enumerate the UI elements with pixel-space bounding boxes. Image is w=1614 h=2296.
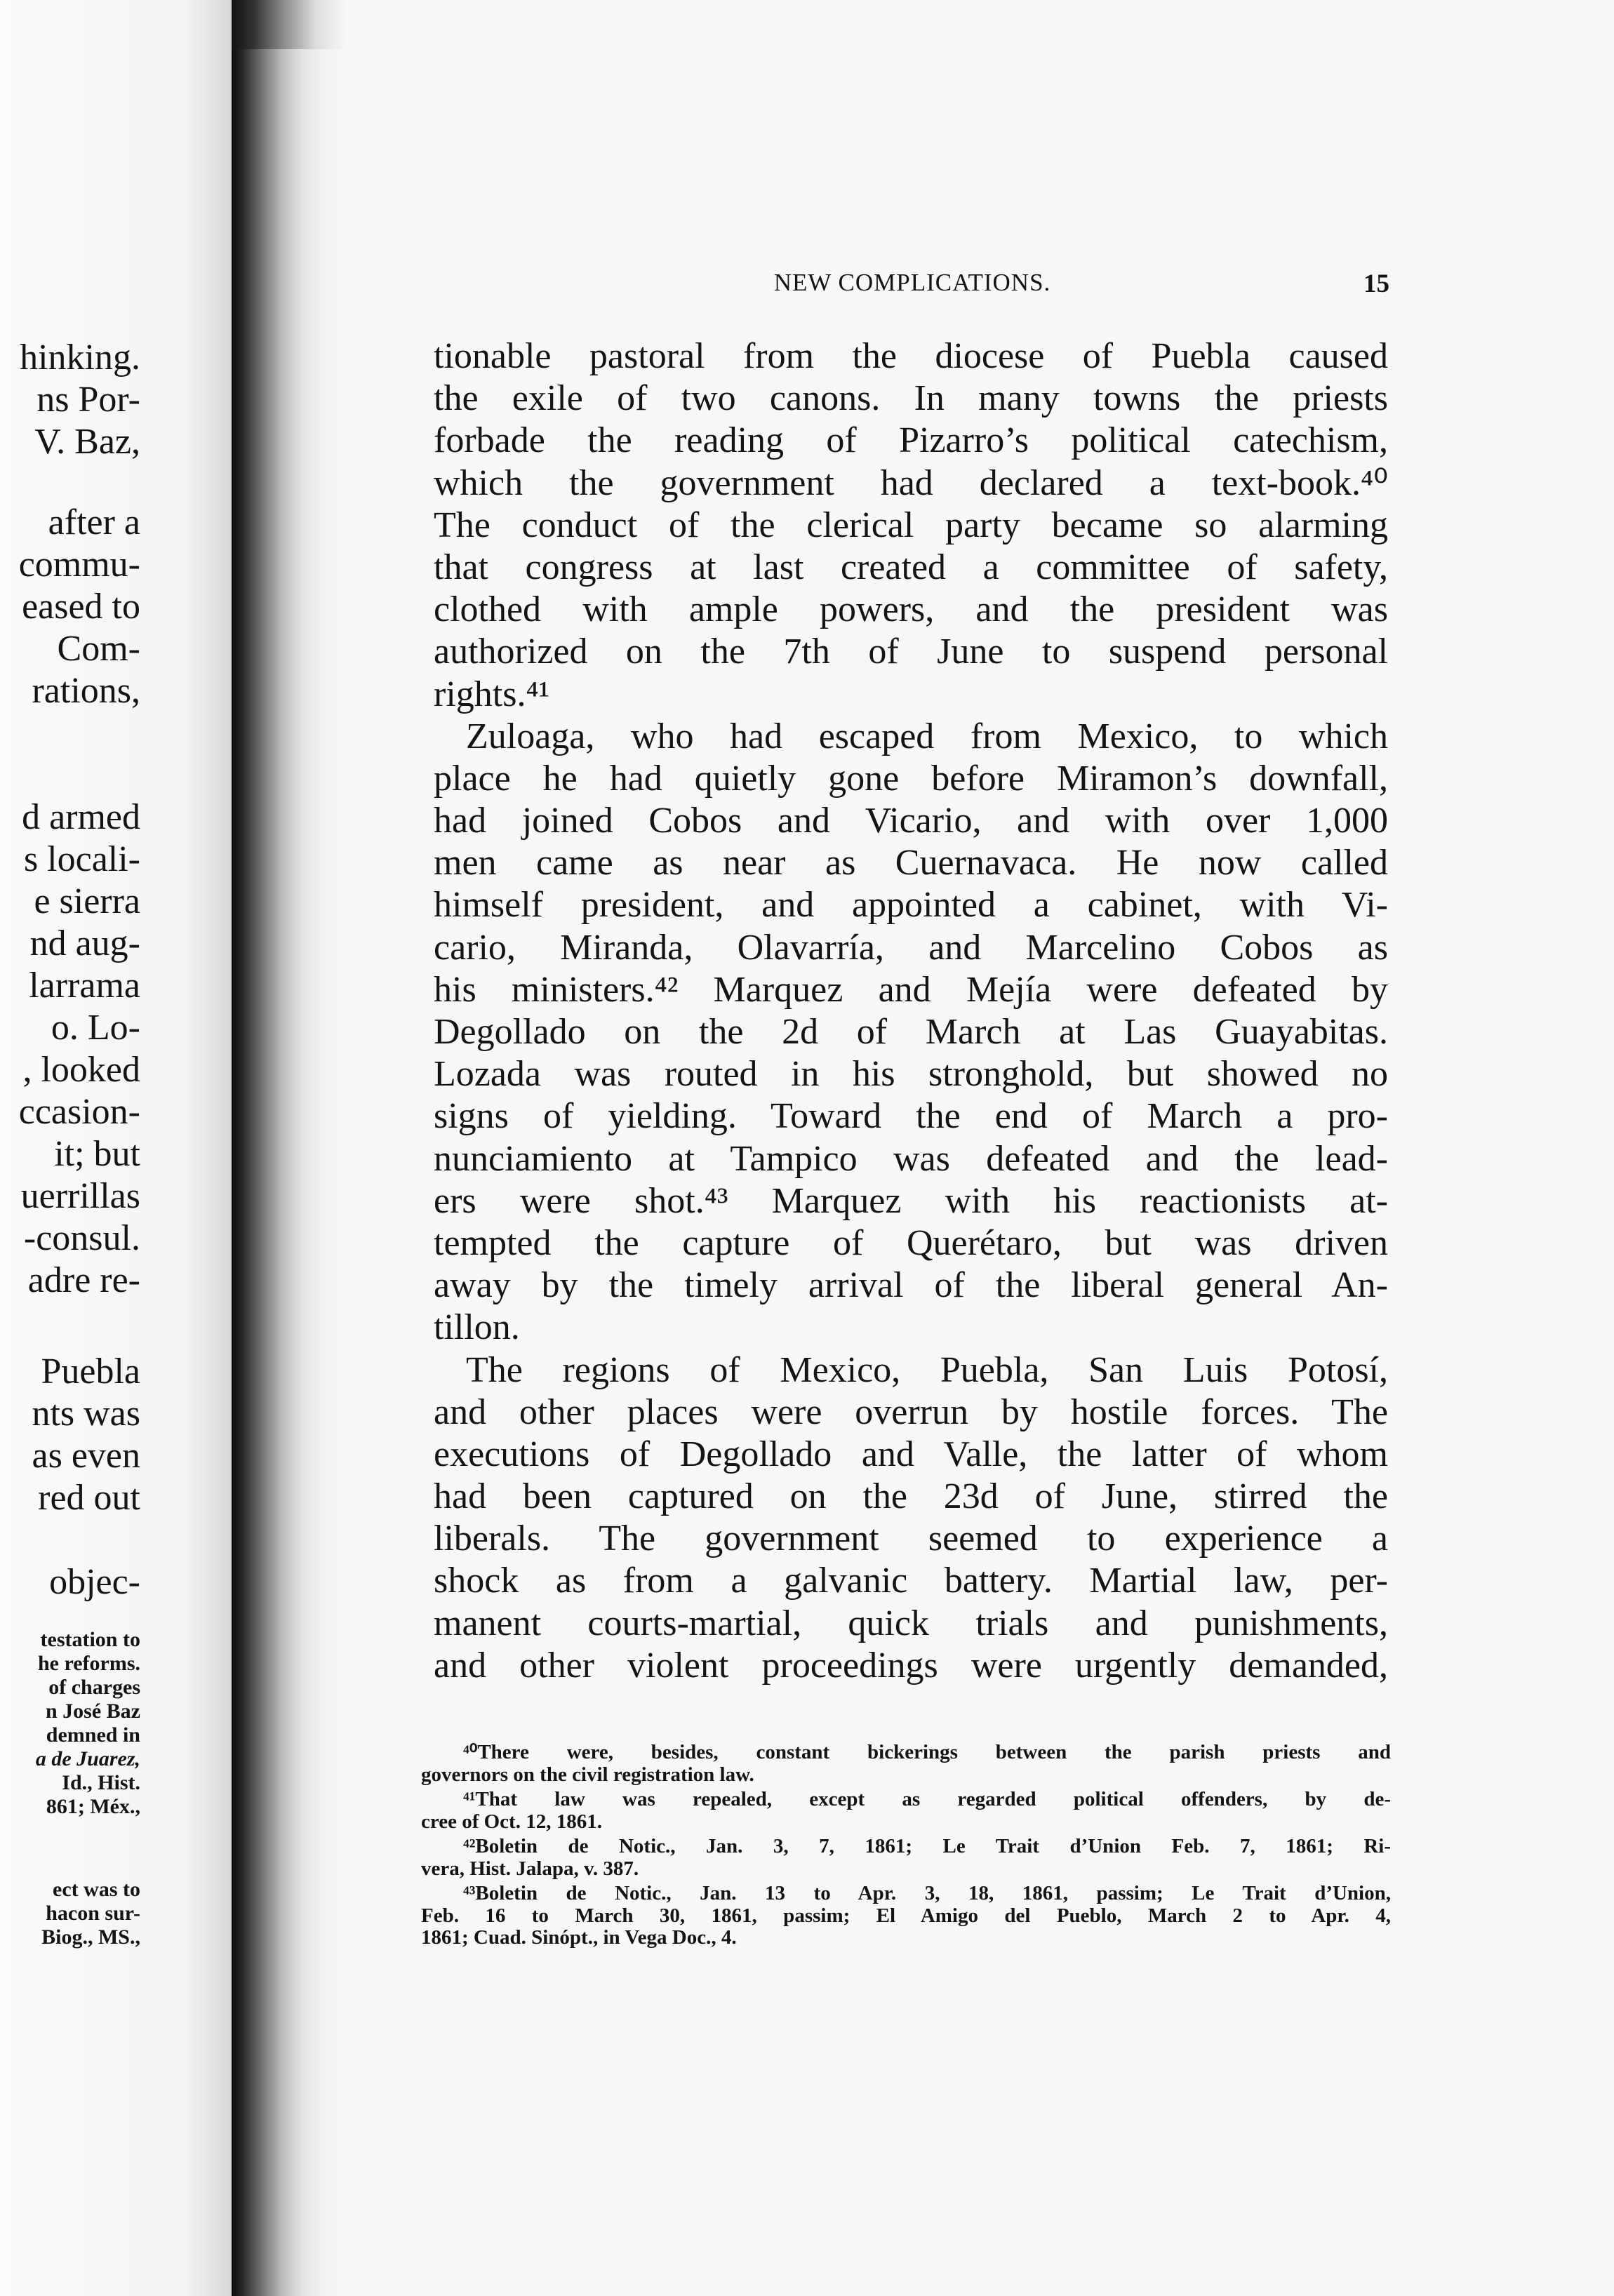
body-line: that congress at last created a committee of safety,	[434, 547, 1388, 587]
left-text-line: objec-	[49, 1562, 140, 1602]
body-line: cario, Miranda, Olavarría, and Marcelino Cobos as	[434, 927, 1388, 968]
left-text-line: ccasion-	[18, 1092, 140, 1132]
body-line: the exile of two canons. In many towns the priests	[434, 378, 1388, 419]
left-note-line: ect was to	[53, 1878, 140, 1901]
left-text-line: red out	[38, 1478, 140, 1518]
body-line: liberals. The government seemed to experience a	[434, 1519, 1388, 1559]
left-text-line: ns Por-	[36, 380, 140, 420]
left-text-line: rations,	[32, 671, 140, 711]
left-text-line: V. Baz,	[34, 422, 140, 462]
left-note-line: testation to	[40, 1628, 140, 1651]
left-text-line: as even	[32, 1436, 140, 1476]
left-text-line: -consul.	[23, 1218, 140, 1258]
footnote-line: ⁴⁰There were, besides, constant bickerings between the parish priests and	[463, 1741, 1391, 1763]
body-line: clothed with ample powers, and the president was	[434, 589, 1388, 630]
body-line: authorized on the 7th of June to suspend personal	[434, 632, 1388, 672]
left-text-line: Com-	[57, 629, 140, 669]
left-text-line: after a	[48, 502, 140, 542]
left-note-line: Biog., MS.,	[41, 1925, 140, 1949]
left-text-line: o. Lo-	[51, 1008, 140, 1048]
body-line: men came as near as Cuernavaca. He now called	[434, 843, 1388, 883]
body-line: and other places were overrun by hostile forces. The	[434, 1391, 1388, 1432]
body-line: shock as from a galvanic battery. Martial law, per-	[434, 1561, 1388, 1601]
left-page-fragment	[0, 0, 232, 2296]
body-line: rights.⁴¹	[434, 674, 550, 714]
footnote-line: vera, Hist. Jalapa, v. 387.	[421, 1857, 639, 1880]
left-note-line: demned in	[46, 1723, 140, 1747]
footnote-line: ⁴¹That law was repealed, except as regarded political offenders, by de-	[463, 1788, 1391, 1810]
left-note-line: of charges	[48, 1676, 140, 1699]
footnote-line: Feb. 16 to March 30, 1861, passim; El Amigo del Pueblo, March 2 to Apr. 4,	[421, 1904, 1391, 1927]
body-line: manent courts-martial, quick trials and punishments,	[434, 1603, 1388, 1643]
body-line: had joined Cobos and Vicario, and with over 1,000	[434, 801, 1388, 841]
body-line: which the government had declared a text-book.⁴⁰	[434, 462, 1388, 503]
footnote-line: 1861; Cuad. Sinópt., in Vega Doc., 4.	[421, 1926, 737, 1949]
left-note-line: n José Baz	[46, 1700, 140, 1723]
left-text-line: hinking.	[20, 338, 140, 378]
left-text-line: e sierra	[34, 881, 140, 921]
body-line: ers were shot.⁴³ Marquez with his reactionists at-	[434, 1180, 1388, 1221]
left-text-line: nd aug-	[29, 923, 140, 963]
left-note-line: hacon sur-	[46, 1902, 140, 1925]
body-line: Lozada was routed in his stronghold, but showed no	[434, 1054, 1388, 1095]
gutter-top-shadow	[232, 0, 344, 49]
page-number: 15	[1363, 269, 1389, 298]
body-line: and other violent proceedings were urgently demanded,	[434, 1645, 1388, 1686]
footnote-line: governors on the civil registration law.	[421, 1763, 754, 1786]
left-text-line: d armed	[22, 797, 140, 837]
footnotes	[421, 1742, 1391, 1949]
left-note-line: he reforms.	[37, 1652, 140, 1675]
body-line: tionable pastoral from the diocese of Puebla caused	[434, 336, 1388, 376]
footnote-line: ⁴³Boletin de Notic., Jan. 13 to Apr. 3, 18, 1861, passim; Le Trait d’Union,	[463, 1882, 1391, 1904]
body-line: tillon.	[434, 1307, 520, 1348]
left-text-line: s locali-	[23, 839, 140, 879]
body-line: away by the timely arrival of the liberal general An-	[434, 1265, 1388, 1306]
book-gutter-shadow	[232, 0, 344, 2296]
left-note-line: a de Juarez,	[35, 1747, 140, 1770]
body-line: himself president, and appointed a cabinet, with Vi-	[434, 885, 1388, 926]
left-text-line: larrama	[29, 966, 140, 1006]
footnote-line: cree of Oct. 12, 1861.	[421, 1810, 602, 1833]
body-line: his ministers.⁴² Marquez and Mejía were defeated by	[434, 969, 1388, 1010]
body-line: Zuloaga, who had escaped from Mexico, to which	[466, 716, 1388, 756]
left-text-line: , looked	[22, 1050, 140, 1090]
body-line: had been captured on the 23d of June, stirred the	[434, 1476, 1388, 1517]
left-text-line: Puebla	[41, 1351, 140, 1391]
body-line: forbade the reading of Pizarro’s political catechism,	[434, 420, 1388, 461]
running-head: NEW COMPLICATIONS.	[773, 269, 1051, 296]
left-text-line: uerrillas	[20, 1176, 140, 1216]
body-line: nunciamiento at Tampico was defeated and the lead-	[434, 1138, 1388, 1179]
left-text-line: nts was	[32, 1394, 140, 1434]
left-text-line: commu-	[18, 545, 140, 585]
body-line: signs of yielding. Toward the end of March a pro-	[434, 1096, 1388, 1137]
body-line: The regions of Mexico, Puebla, San Luis Potosí,	[466, 1349, 1388, 1390]
left-note-line: 861; Méx.,	[46, 1795, 140, 1818]
left-note-line: Id., Hist.	[62, 1771, 140, 1794]
left-text-line: it; but	[54, 1134, 140, 1174]
body-line: executions of Degollado and Valle, the latter of whom	[434, 1434, 1388, 1474]
body-line: The conduct of the clerical party became so alarming	[434, 505, 1388, 545]
body-line: Degollado on the 2d of March at Las Guayabitas.	[434, 1012, 1388, 1052]
left-text-line: eased to	[22, 587, 140, 627]
body-line: place he had quietly gone before Miramon’s downfall,	[434, 758, 1388, 799]
footnote-line: ⁴²Boletin de Notic., Jan. 3, 7, 1861; Le Trait d’Union Feb. 7, 1861; Ri-	[463, 1835, 1391, 1857]
body-line: tempted the capture of Querétaro, but was driven	[434, 1222, 1388, 1263]
left-text-line: adre re-	[27, 1260, 140, 1300]
body-text	[434, 335, 1388, 1687]
